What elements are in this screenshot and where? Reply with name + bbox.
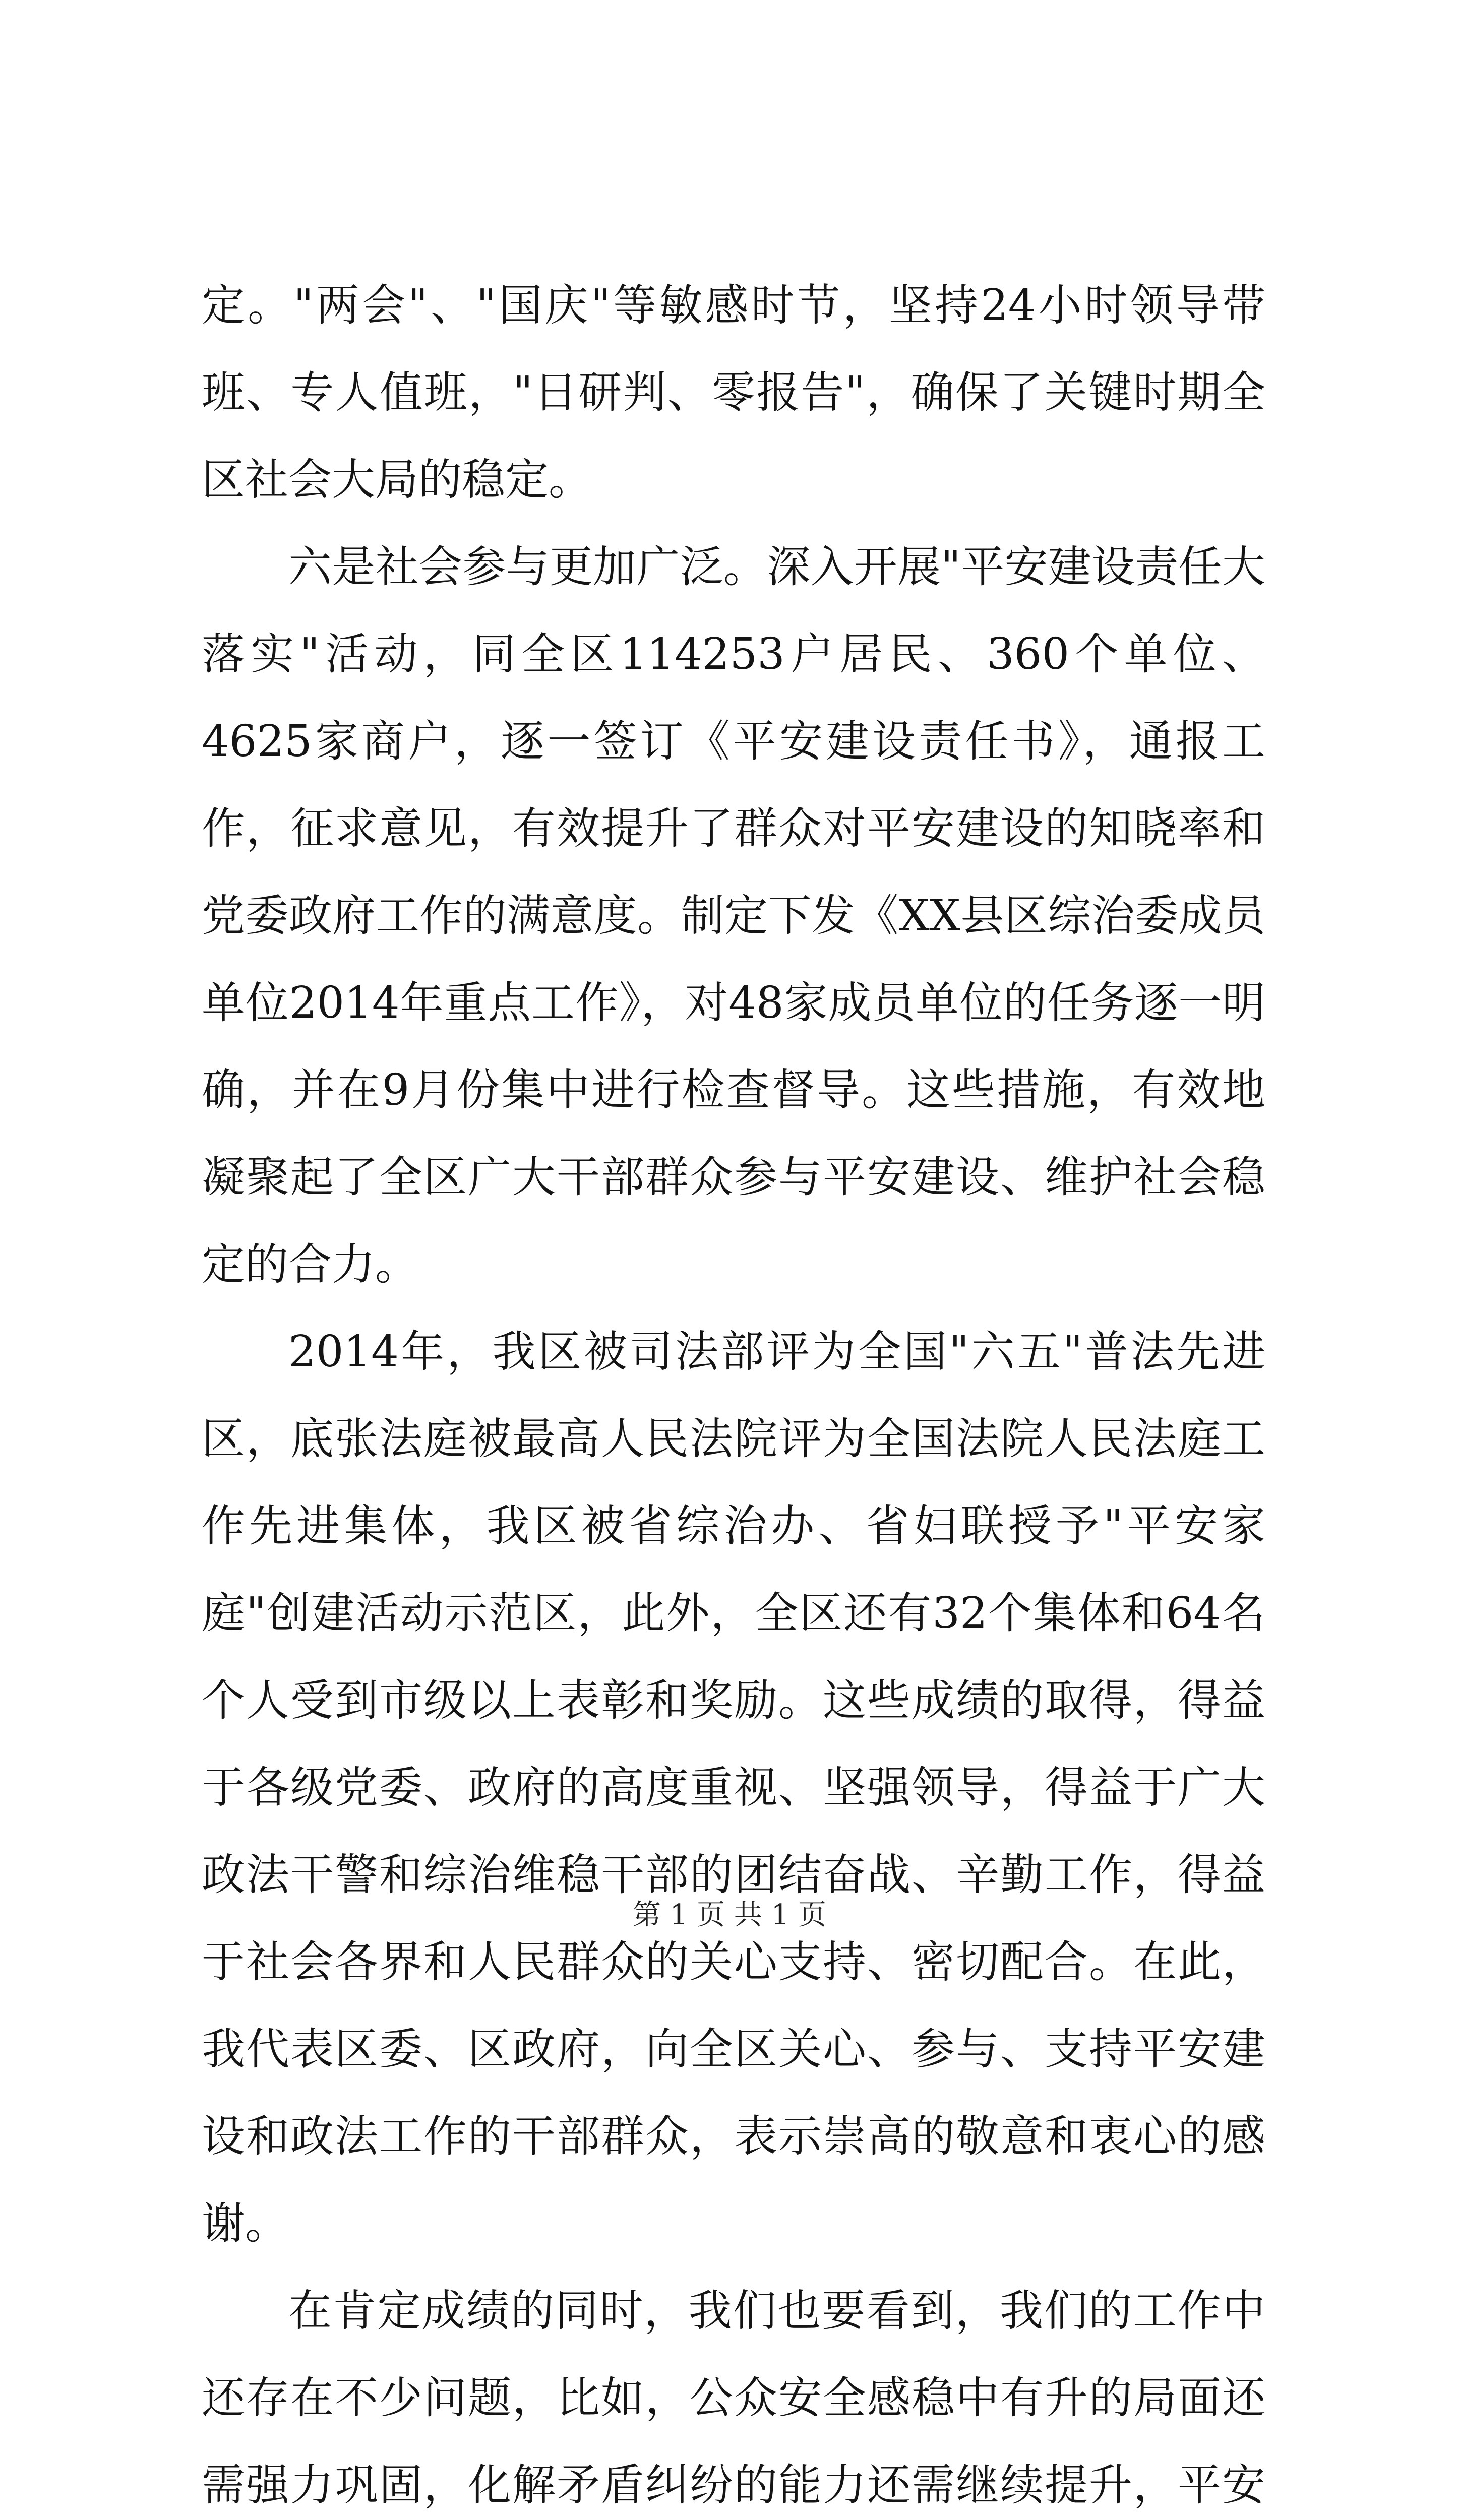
paragraph-continuation: 定。"两会"、"国庆"等敏感时节，坚持24小时领导带班、专人值班，"日研判、零报告"，确保了关键时期全区社会大局的稳定。: [202, 280, 1265, 505]
paragraph-problems: 在肯定成绩的同时，我们也要看到，我们的工作中还存在不少问题，比如，公众安全感稳中有升的局面还需强力巩固，化解矛盾纠纷的能力还需继续提升，平安: [202, 2286, 1265, 2510]
document-body: [202, 262, 1265, 2520]
page-number-footer: 第 1 页 共 1 页: [632, 1899, 827, 1931]
paragraph-achievements-2014: 2014年，我区被司法部评为全国"六五"普法先进区，底张法庭被最高人民法院评为全国法院人民法庭工作先进集体，我区被省综治办、省妇联授予"平安家庭"创建活动示范区，此外，全区还有32个集体和64名个人受到市级以上表彰和奖励。这些成绩的取得，得益于各级党委、政府的高度重视、坚强领导，得益于广大政法干警和综治维稳干部的团结奋战、辛勤工作，得益于社会各界和人民群众的关心支持、密切配合。在此，我代表区委、区政府，向全区关心、参与、支持平安建设和政法工作的干部群众，表示崇高的敬意和衷心的感谢。: [202, 1327, 1265, 2249]
paragraph-social-participation: 六是社会参与更加广泛。深入开展"平安建设责任大落实"活动，同全区114253户居民、360个单位、4625家商户，逐一签订《平安建设责任书》，通报工作，征求意见，有效提升了群众对平安建设的知晓率和党委政府工作的满意度。制定下发《XX县区综治委成员单位2014年重点工作》，对48家成员单位的任务逐一明确，并在9月份集中进行检查督导。这些措施，有效地凝聚起了全区广大干部群众参与平安建设、维护社会稳定的合力。: [202, 542, 1265, 1290]
